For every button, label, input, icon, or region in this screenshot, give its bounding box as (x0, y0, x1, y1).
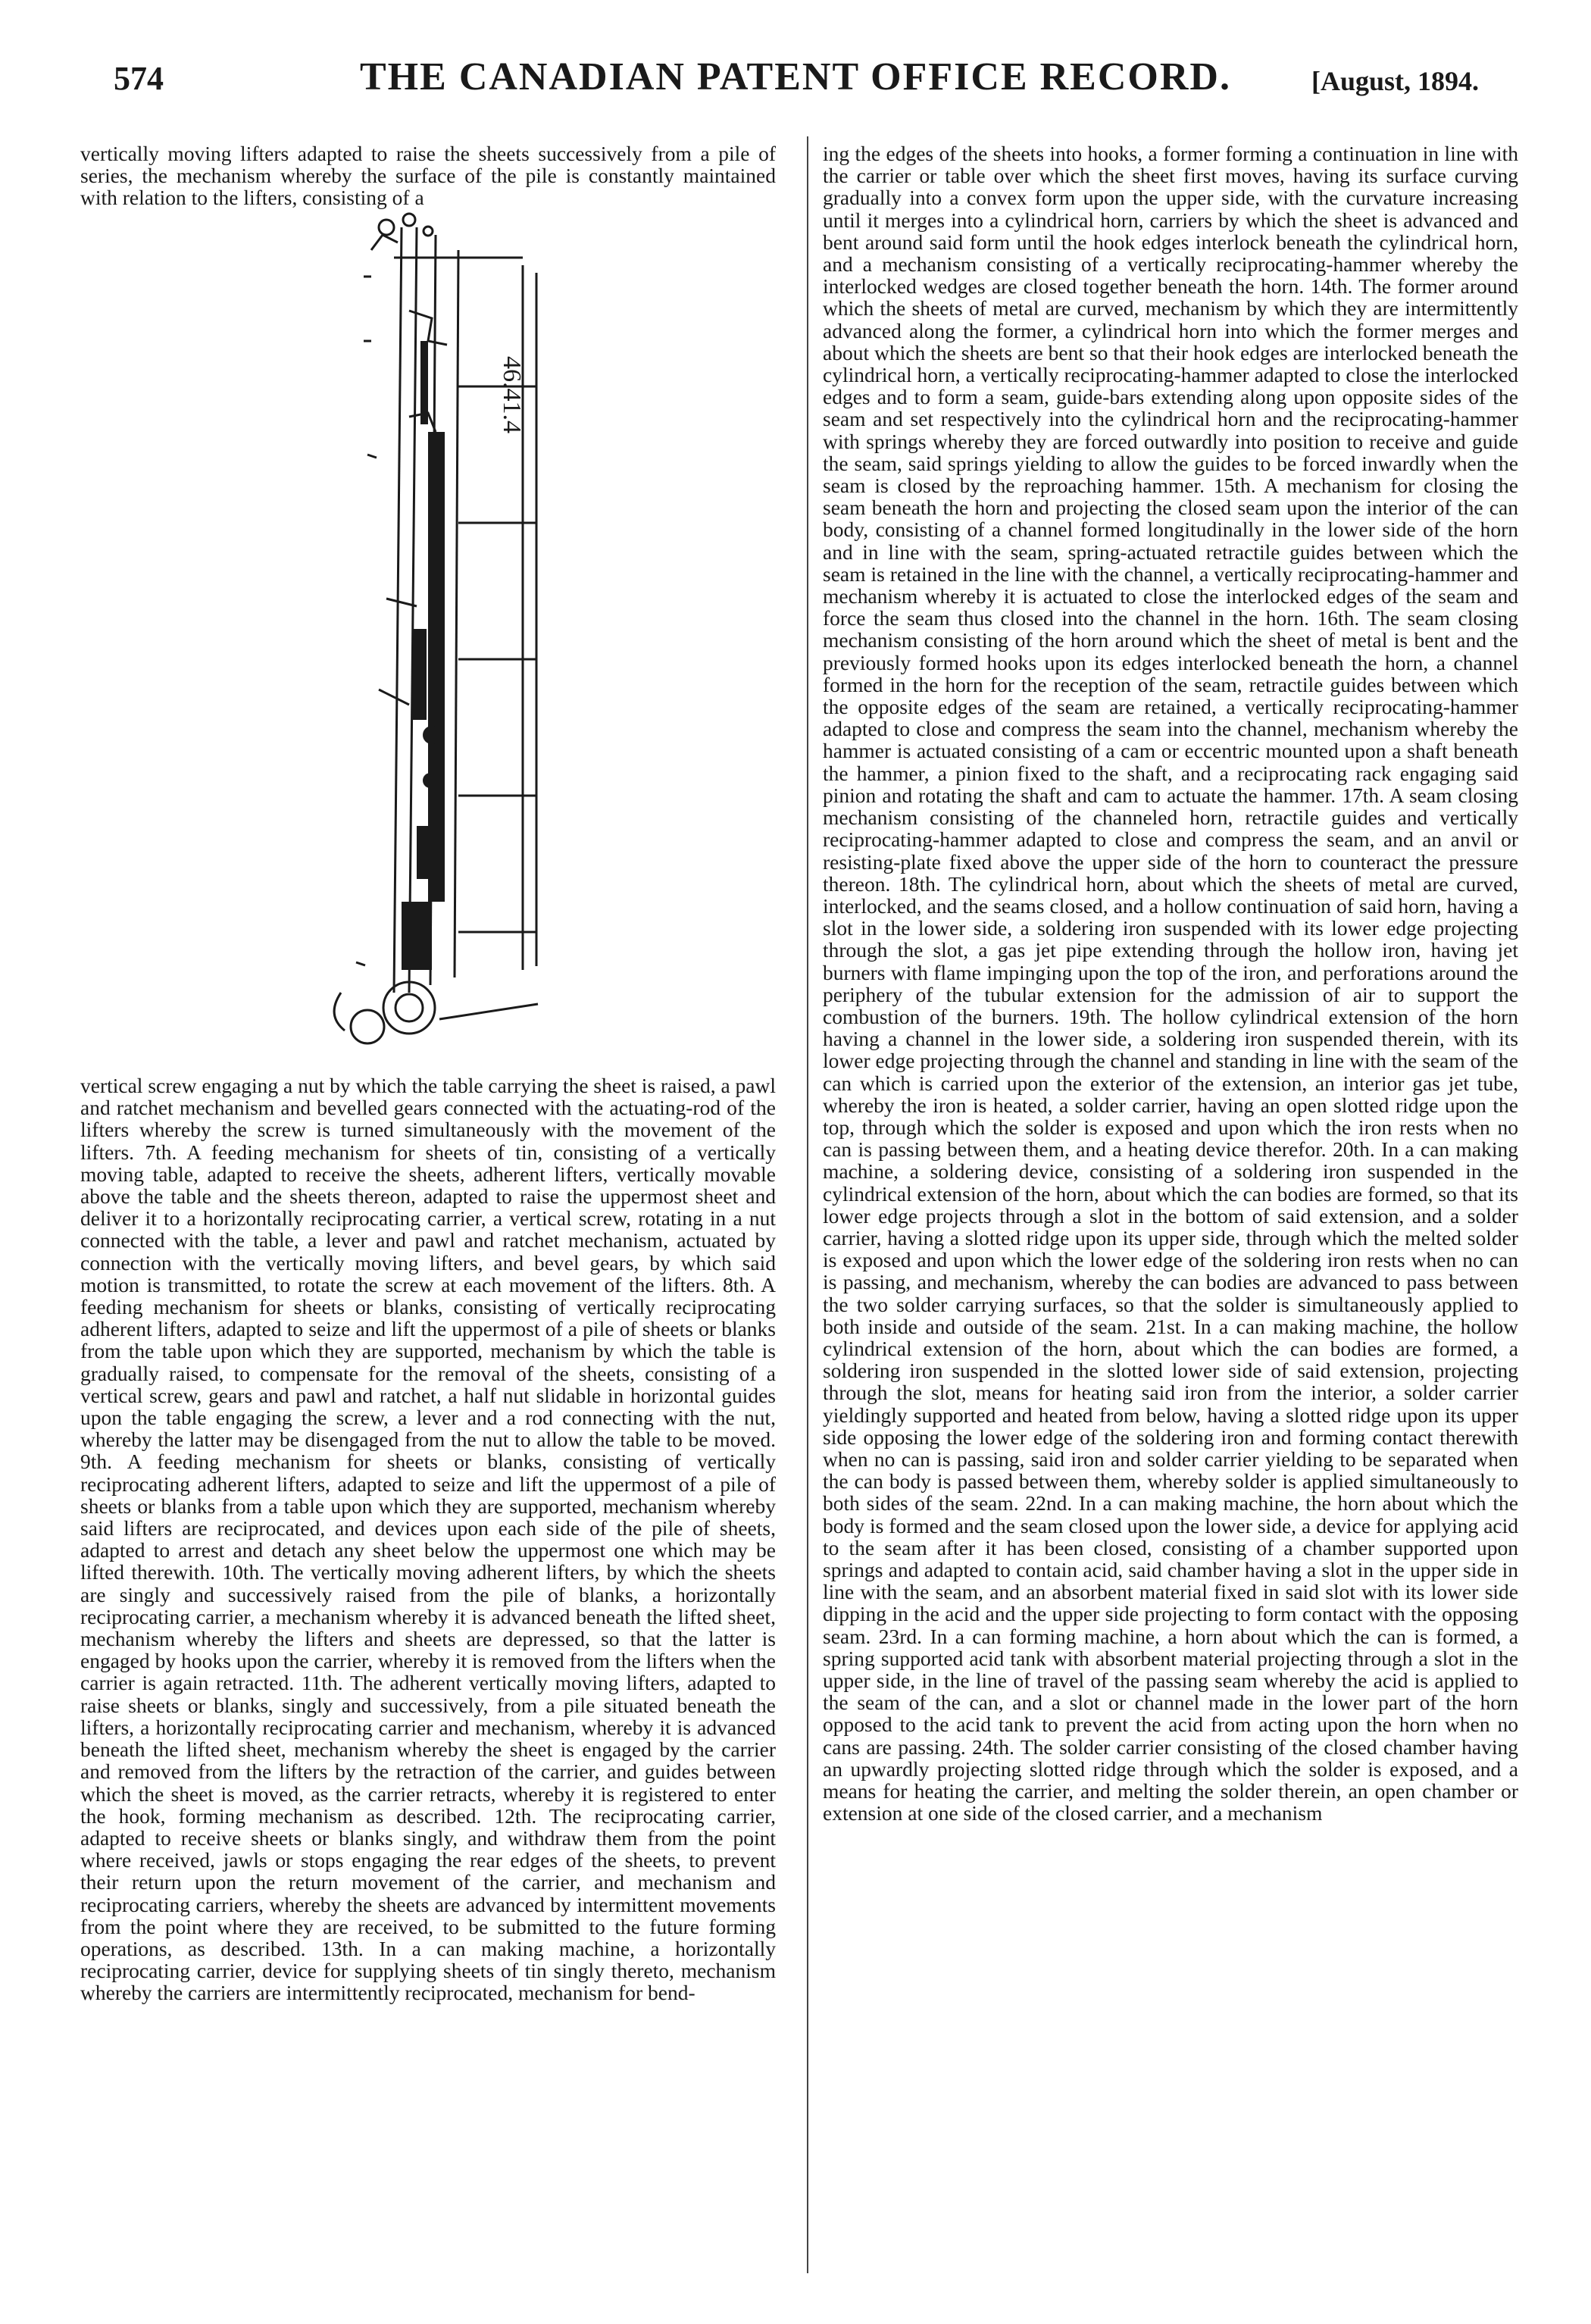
left-column-bottom-text: vertical screw engaging a nut by which the table carrying the sheet is raised, a pawl and ratchet mechanism and bevelled gears connected with the actuating-rod of the lifters whereby the screw is turned simultaneously with the movement of the lifters. 7th. A feeding mechanism for sheets of tin, consisting of a vertically moving table, adapted to receive the sheets, adherent lifters, vertically movable above the table and the sheets thereon, adapted to raise the uppermost sheet and deliver it to a horizontally reciprocating carrier, a vertical screw, rotating in a nut connected with the table, a lever and pawl and ratchet mechanism, actuated by connection with the vertically moving lifters, and bevel gears, by which said motion is transmitted, to rotate the screw at each movement of the lifters. 8th. A feeding mechanism for sheets or blanks, consisting of vertically reciprocating adherent lifters, adapted to seize and lift the uppermost of a pile of sheets or blanks from the table upon which they are supported, mechanism by which the table is gradually raised, to compensate for the removal of the sheets, consisting of a vertical screw, gears and pawl and ratchet, a half nut slidable in horizontal guides upon the table engaging the screw, a lever and a rod connecting with the nut, whereby the latter may be disengaged from the nut to allow the table to be moved. 9th. A feeding mechanism for sheets or blanks, consisting of vertically reciprocating adherent lifters, adapted to seize and lift the uppermost of a pile of sheets or blanks from a table upon which they are supported, mechanism whereby said lifters are reciprocated, and devices upon each side of the pile of sheets, adapted to arrest and detach any sheet below the uppermost one which may be lifted therewith. 10th. The vertically moving adherent lifters, by which the sheets are singly and successively raised from the pile of blanks, a horizontally reciprocating carrier, a mechanism whereby it is advanced beneath the lifted sheet, mechanism whereby the lifters and sheets are depressed, so that the latter is engaged by hooks upon the carrier, whereby it is removed from the lifters when the carrier is again retracted. 11th. The adherent vertically moving lifters, adapted to raise sheets or blanks, singly and successively, from a pile situated beneath the lifters, a horizontally reciprocating carrier and mechanism, whereby it is advanced beneath the lifted sheet, mechanism whereby the sheet is engaged by the carrier and removed from the lifters by the retraction of the carrier, and guides between which the sheet is moved, as the carrier retracts, whereby it is registered to enter the hook, forming mechanism as described. 12th. The reciprocating carrier, adapted to receive sheets or blanks singly, and withdraw them from the point where received, jawls or stops engaging the rear edges of the sheets, to prevent their return upon the return movement of the carrier, and mechanism and reciprocating carriers, whereby the sheets are advanced by intermittent movements from the point where they are received, to be submitted to the future forming operations, as described. 13th. In a can making machine, a horizontally reciprocating carrier, device for supplying sheets of tin singly thereto, mechanism whereby the carriers are intermittently reciprocated, mechanism for bend- (80, 1074, 776, 2005)
left-column-top-text: vertically moving lifters adapted to raise the sheets successively from a pile of series, the mechanism whereby the surface of the pile is constantly maintained with relation to the lifters, consisting of a (80, 142, 776, 210)
handwritten-label: 46.41.4 (498, 356, 526, 433)
left-column-bottom (80, 1074, 776, 2004)
patent-drawing (295, 205, 644, 1053)
column-divider (807, 136, 808, 2273)
page-title: THE CANADIAN PATENT OFFICE RECORD. (360, 55, 1231, 99)
right-column-text: ing the edges of the sheets into hooks, a former forming a continuation in line with the carrier or table over which the sheet first moves, having its surface curving gradually into a convex form upon the upper side, with the curvature increasing until it merges into a cylindrical horn, carriers by which the sheet is advanced and bent around said form until the hook edges interlock beneath the cylindrical horn, and a mechanism consisting of a vertically reciprocating-hammer whereby the interlocked wedges are closed together beneath the horn. 14th. The former around which the sheets of metal are curved, mechanism by which they are intermittently advanced along the former, a cylindrical horn into which the former merges and about which the sheets are bent so that their hook edges are interlocked beneath the cylindrical horn, a vertically reciprocating-hammer adapted to close the interlocked edges and to form a seam, guide-bars extending along upon opposite sides of the seam and set respectively into the cylindrical horn and the reciprocating-hammer with springs whereby they are forced outwardly into position to receive and guide the seam, said springs yielding to allow the guides to be forced inwardly when the seam is closed by the reproaching hammer. 15th. A mechanism for closing the seam beneath the horn and projecting the closed seam upon the interior of the can body, consisting of a channel formed longitudinally in the lower side of the horn and in line with the seam, spring-actuated retractile guides between which the seam is retained in the line with the channel, a vertically reciprocating-hammer and mechanism whereby it is actuated to close the interlocked edges of the seam and force the seam thus closed into the channel in the horn. 16th. The seam closing mechanism consisting of the horn around which the sheet of metal is bent and the previously formed hooks upon its edges interlocked beneath the horn, a channel formed in the horn for the reception of the seam, retractile guides between which the opposite edges of the seam are retained, a vertically reciprocating-hammer adapted to close and compress the seam into the channel, mechanism whereby the hammer is actuated consisting of a cam or eccentric mounted upon a shaft beneath the hammer, a pinion fixed to the shaft, and a reciprocating rack engaging said pinion and rotating the shaft and cam to actuate the hammer. 17th. A seam closing mechanism consisting of the channeled horn, retractile guides and vertically reciprocating-hammer adapted to close and compress the seam, and an anvil or resisting-plate fixed above the upper side of the horn to counteract the pressure thereon. 18th. The cylindrical horn, about which the sheets of metal are curved, interlocked, and the seams closed, and a hollow continuation of said horn, having a slot in the lower side, a soldering iron suspended with its lower edge projecting through the slot, a gas jet pipe extending through the hollow iron, having jet burners with flame impinging upon the top of the iron, and perforations around the periphery of the tubular extension for the admission of air to support the combustion of the burners. 19th. The hollow cylindrical extension of the horn having a channel in the lower side, a soldering iron suspended therein, with its lower edge projecting through the channel and standing in line with the seam of the can which is carried upon the exterior of the extension, an interior gas jet tube, whereby the iron is heated, a solder carrier, having an open slotted ridge upon the top, through which the solder is exposed and upon which the iron rests when no can is passing between them, and a heating device therefor. 20th. In a can making machine, a soldering device, consisting of a soldering iron suspended in the cylindrical extension of the horn, about which the can bodies are formed, so that its lower edge projects through a slot in the bottom of said extension, and a solder carrier, having a slotted ridge upon its upper side, through which the melted solder is exposed and upon which the lower edge of the soldering iron rests when no can is passing, and mechanism, whereby the can bodies are advanced to pass between the two solder carrying surfaces, so that the solder is simultaneously applied to both inside and outside of the seam. 21st. In a can making machine, the hollow cylindrical extension of the horn, about which the can bodies are formed, a soldering iron suspended in the slotted lower side of said extension, projecting through the slot, means for heating said iron from the interior, a solder carrier yieldingly supported and heated from below, having a slotted ridge upon its upper side opposing the lower edge of the soldering iron and forming contact therewith when no can is passing, said iron and solder carrier yielding to be separated when the can body is passed between them, whereby solder is applied simultaneously to both sides of the seam. 22nd. In a can making machine, the horn about which the body is formed and the seam closed upon the lower side, a device for applying acid to the seam after it has been closed, consisting of a chamber supported upon springs and adapted to contain acid, said chamber having a slot in the upper side in line with the seam, and an absorbent material fixed in said slot with its lower side dipping in the acid and the upper side projecting to form contact with the opposing seam. 23rd. In a can forming machine, a horn about which the can is formed, a spring supported acid tank with absorbent material projecting through a slot in the upper side, in the line of travel of the passing seam whereby the acid is applied to the seam of the can, and a slot or channel made in the lower part of the horn opposed to the acid tank to prevent the acid from acting upon the horn when no cans are passing. 24th. The solder carrier consisting of the closed chamber having an upwardly projecting slotted ridge through which the solder is exposed, and a means for heating the carrier, and melting the solder therein, an open chamber or extension at one side of the closed carrier, and a mechanism (823, 142, 1518, 1825)
issue-date: [August, 1894. (1311, 66, 1479, 96)
right-column (823, 142, 1518, 1824)
left-column-top (80, 142, 776, 209)
page-number: 574 (114, 60, 164, 97)
page-header (0, 55, 1591, 108)
can-machine-illustration (295, 205, 644, 1053)
